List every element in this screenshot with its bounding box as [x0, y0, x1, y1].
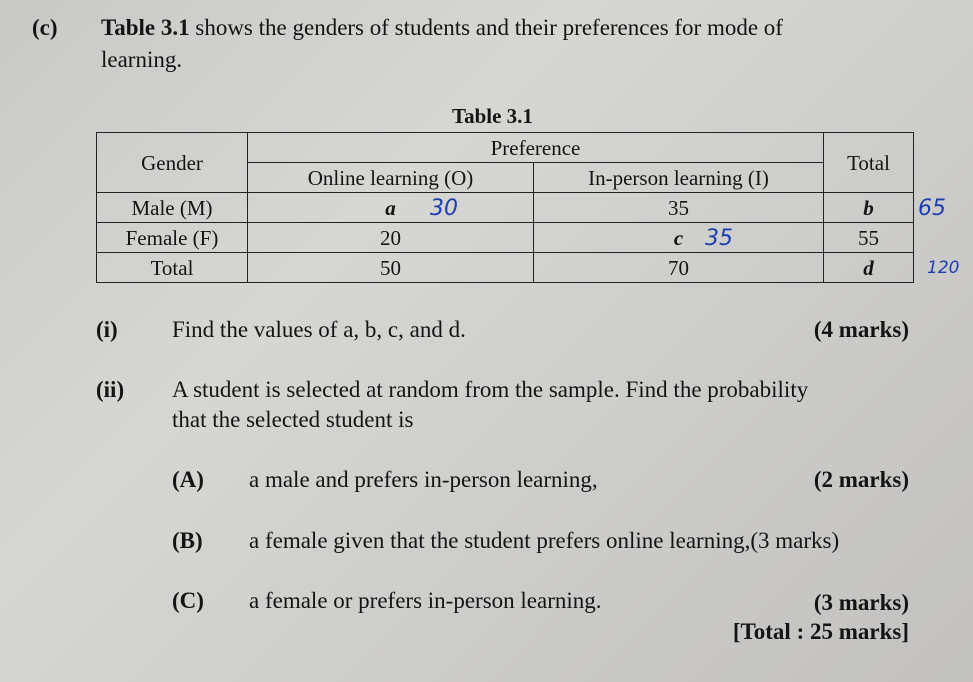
question-label: (c): [32, 15, 58, 40]
part-ii-line1: A student is selected at random from the sample. Find the probability: [172, 377, 809, 402]
cell-online: 20: [248, 223, 534, 253]
preference-table: [96, 132, 914, 283]
question-intro-text: shows the genders of students and their preferences for mode of: [189, 15, 783, 40]
question-intro-line2: learning.: [101, 47, 183, 72]
part-ii-line2: that the selected student is: [172, 407, 414, 432]
cell-online: a: [248, 193, 534, 223]
table-title: Table 3.1: [452, 104, 533, 128]
table-reference: Table 3.1: [101, 15, 190, 40]
handwritten-a: 30: [430, 196, 458, 221]
row-label: Total: [97, 253, 248, 283]
header-preference: Preference: [248, 133, 824, 163]
part-i-marks: (4 marks): [813, 317, 909, 342]
sub-a-text: a male and prefers in-person learning,: [249, 467, 598, 492]
handwritten-c: 35: [705, 226, 733, 251]
handwritten-d: 120: [927, 258, 960, 278]
cell-inperson: c: [534, 223, 824, 253]
header-total: Total: [824, 133, 914, 193]
sub-b-text: a female given that the student prefers online learning,(3 marks): [249, 528, 840, 553]
table-row: [97, 193, 914, 223]
table-row: [97, 253, 914, 283]
cell-online: 50: [248, 253, 534, 283]
header-online: Online learning (O): [248, 163, 534, 193]
sub-c-text: a female or prefers in-person learning.: [249, 588, 602, 613]
sub-c-marks: (3 marks): [813, 590, 909, 615]
header-inperson: In-person learning (I): [534, 163, 824, 193]
table-row: [97, 223, 914, 253]
cell-total: b: [824, 193, 914, 223]
row-label: Female (F): [97, 223, 248, 253]
part-ii-label: (ii): [96, 377, 125, 402]
sub-b-label: (B): [172, 528, 203, 553]
cell-total: d: [824, 253, 914, 283]
cell-total: 55: [824, 223, 914, 253]
handwritten-b: 65: [918, 196, 946, 221]
question-intro: [101, 14, 783, 42]
header-gender: Gender: [97, 133, 248, 193]
part-i-label: (i): [96, 317, 118, 342]
sub-a-label: (A): [172, 467, 204, 492]
part-i-text: Find the values of a, b, c, and d.: [172, 317, 466, 342]
sub-c-label: (C): [172, 588, 204, 613]
total-marks: [Total : 25 marks]: [732, 619, 909, 644]
cell-inperson: 35: [534, 193, 824, 223]
row-label: Male (M): [97, 193, 248, 223]
sub-a-marks: (2 marks): [813, 467, 909, 492]
cell-inperson: 70: [534, 253, 824, 283]
